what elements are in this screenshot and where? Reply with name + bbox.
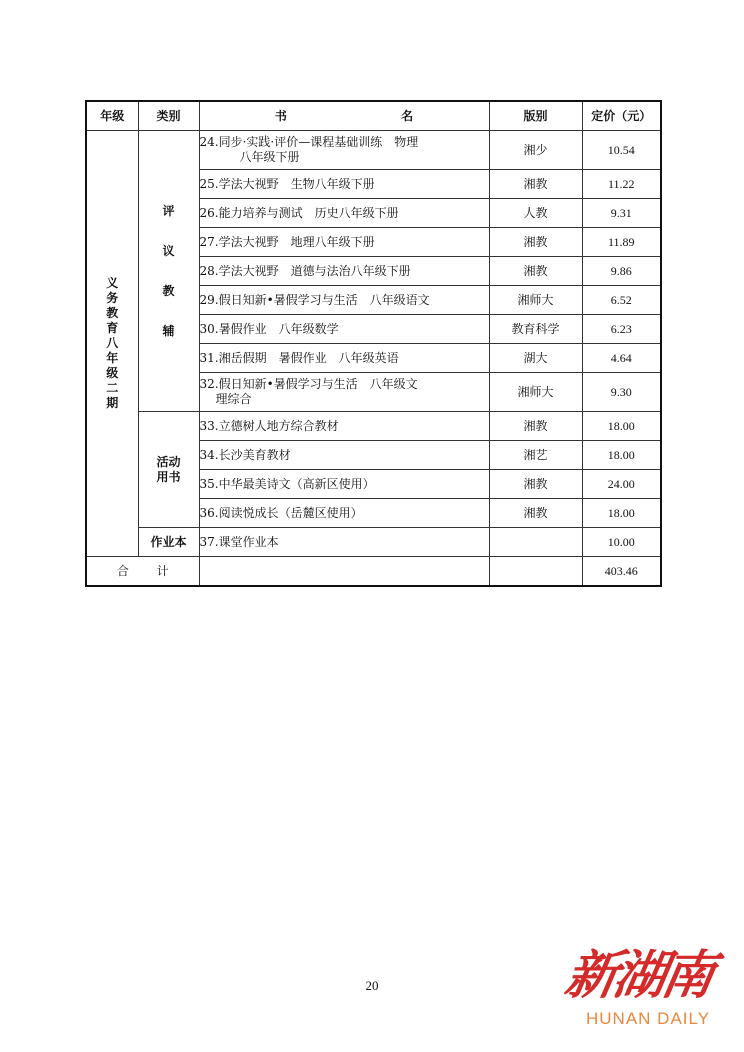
grade-char: 务	[106, 291, 119, 305]
total-row	[86, 557, 661, 587]
price: 6.52	[582, 286, 661, 315]
book-title: 26.能力培养与测试 历史八年级下册	[199, 199, 489, 228]
total-edition-empty	[489, 557, 582, 587]
book-title-line2: 理综合	[215, 392, 252, 406]
edition: 湘少	[489, 131, 582, 170]
edition: 湖大	[489, 344, 582, 373]
edition: 湘教	[489, 470, 582, 499]
grade-char: 级	[106, 366, 119, 380]
edition: 湘师大	[489, 286, 582, 315]
book-title	[199, 131, 489, 170]
book-title: 30.暑假作业 八年级数学	[199, 315, 489, 344]
book-title-line1: 32.假日知新•暑假学习与生活 八年级文	[199, 377, 418, 391]
price: 4.64	[582, 344, 661, 373]
edition: 湘师大	[489, 373, 582, 412]
category-homework: 作业本	[138, 528, 199, 557]
page-number: 20	[365, 978, 379, 993]
category-char: 评	[162, 204, 175, 218]
table-row	[86, 131, 661, 170]
category-review	[138, 131, 199, 412]
logo-english: HUNAN DAILY	[586, 1009, 711, 1028]
edition: 湘教	[489, 499, 582, 528]
edition: 湘教	[489, 412, 582, 441]
book-title: 27.学法大视野 地理八年级下册	[199, 228, 489, 257]
edition: 湘教	[489, 170, 582, 199]
category-char: 议	[162, 244, 175, 258]
grade-char: 年	[106, 351, 119, 365]
category-line: 活动	[156, 454, 181, 469]
header-edition: 版别	[489, 101, 582, 131]
logo-chinese: 新湖南	[560, 946, 716, 1006]
category-line: 用书	[156, 469, 181, 484]
book-title	[199, 373, 489, 412]
header-grade: 年级	[86, 101, 138, 131]
price: 24.00	[582, 470, 661, 499]
edition	[489, 528, 582, 557]
table-row	[86, 528, 661, 557]
total-label	[86, 557, 199, 587]
book-title-line2: 八年级下册	[239, 150, 300, 164]
edition: 湘教	[489, 228, 582, 257]
price: 10.00	[582, 528, 661, 557]
edition: 湘教	[489, 257, 582, 286]
price: 6.23	[582, 315, 661, 344]
grade-char: 期	[106, 396, 119, 410]
price: 11.22	[582, 170, 661, 199]
grade-char: 二	[106, 381, 119, 395]
book-title: 31.湘岳假期 暑假作业 八年级英语	[199, 344, 489, 373]
price: 18.00	[582, 499, 661, 528]
grade-char: 八	[106, 336, 119, 350]
book-title-line1: 24.同步·实践·评价—课程基础训练 物理	[199, 135, 419, 149]
category-char: 辅	[162, 324, 175, 338]
book-title: 34.长沙美育教材	[199, 441, 489, 470]
grade-char: 教	[106, 306, 119, 320]
grade-char: 育	[106, 321, 119, 335]
header-row	[86, 101, 661, 131]
book-title: 33.立德树人地方综合教材	[199, 412, 489, 441]
grade-char: 义	[106, 276, 119, 290]
book-title: 28.学法大视野 道德与法治八年级下册	[199, 257, 489, 286]
price: 18.00	[582, 412, 661, 441]
header-title	[199, 101, 489, 131]
category-char: 教	[162, 284, 175, 298]
book-title: 25.学法大视野 生物八年级下册	[199, 170, 489, 199]
book-title: 37.课堂作业本	[199, 528, 489, 557]
book-title: 29.假日知新•暑假学习与生活 八年级语文	[199, 286, 489, 315]
header-title-right: 名	[401, 108, 414, 123]
total-price: 403.46	[582, 557, 661, 587]
price: 11.89	[582, 228, 661, 257]
book-title: 35.中华最美诗文（高新区使用）	[199, 470, 489, 499]
price: 9.30	[582, 373, 661, 412]
total-label-b: 计	[156, 563, 169, 578]
price: 10.54	[582, 131, 661, 170]
price: 9.31	[582, 199, 661, 228]
category-activity	[138, 412, 199, 528]
table-row	[86, 412, 661, 441]
price: 18.00	[582, 441, 661, 470]
total-label-a: 合	[116, 563, 129, 578]
edition: 教育科学	[489, 315, 582, 344]
edition: 湘艺	[489, 441, 582, 470]
price: 9.86	[582, 257, 661, 286]
textbook-price-table	[85, 100, 662, 587]
header-category: 类别	[138, 101, 199, 131]
grade-cell	[86, 131, 138, 557]
total-title-empty	[199, 557, 489, 587]
edition: 人教	[489, 199, 582, 228]
book-title: 36.阅读悦成长（岳麓区使用）	[199, 499, 489, 528]
hunan-daily-logo	[560, 944, 736, 1044]
header-title-left: 书	[274, 108, 287, 123]
header-price: 定价（元）	[582, 101, 661, 131]
